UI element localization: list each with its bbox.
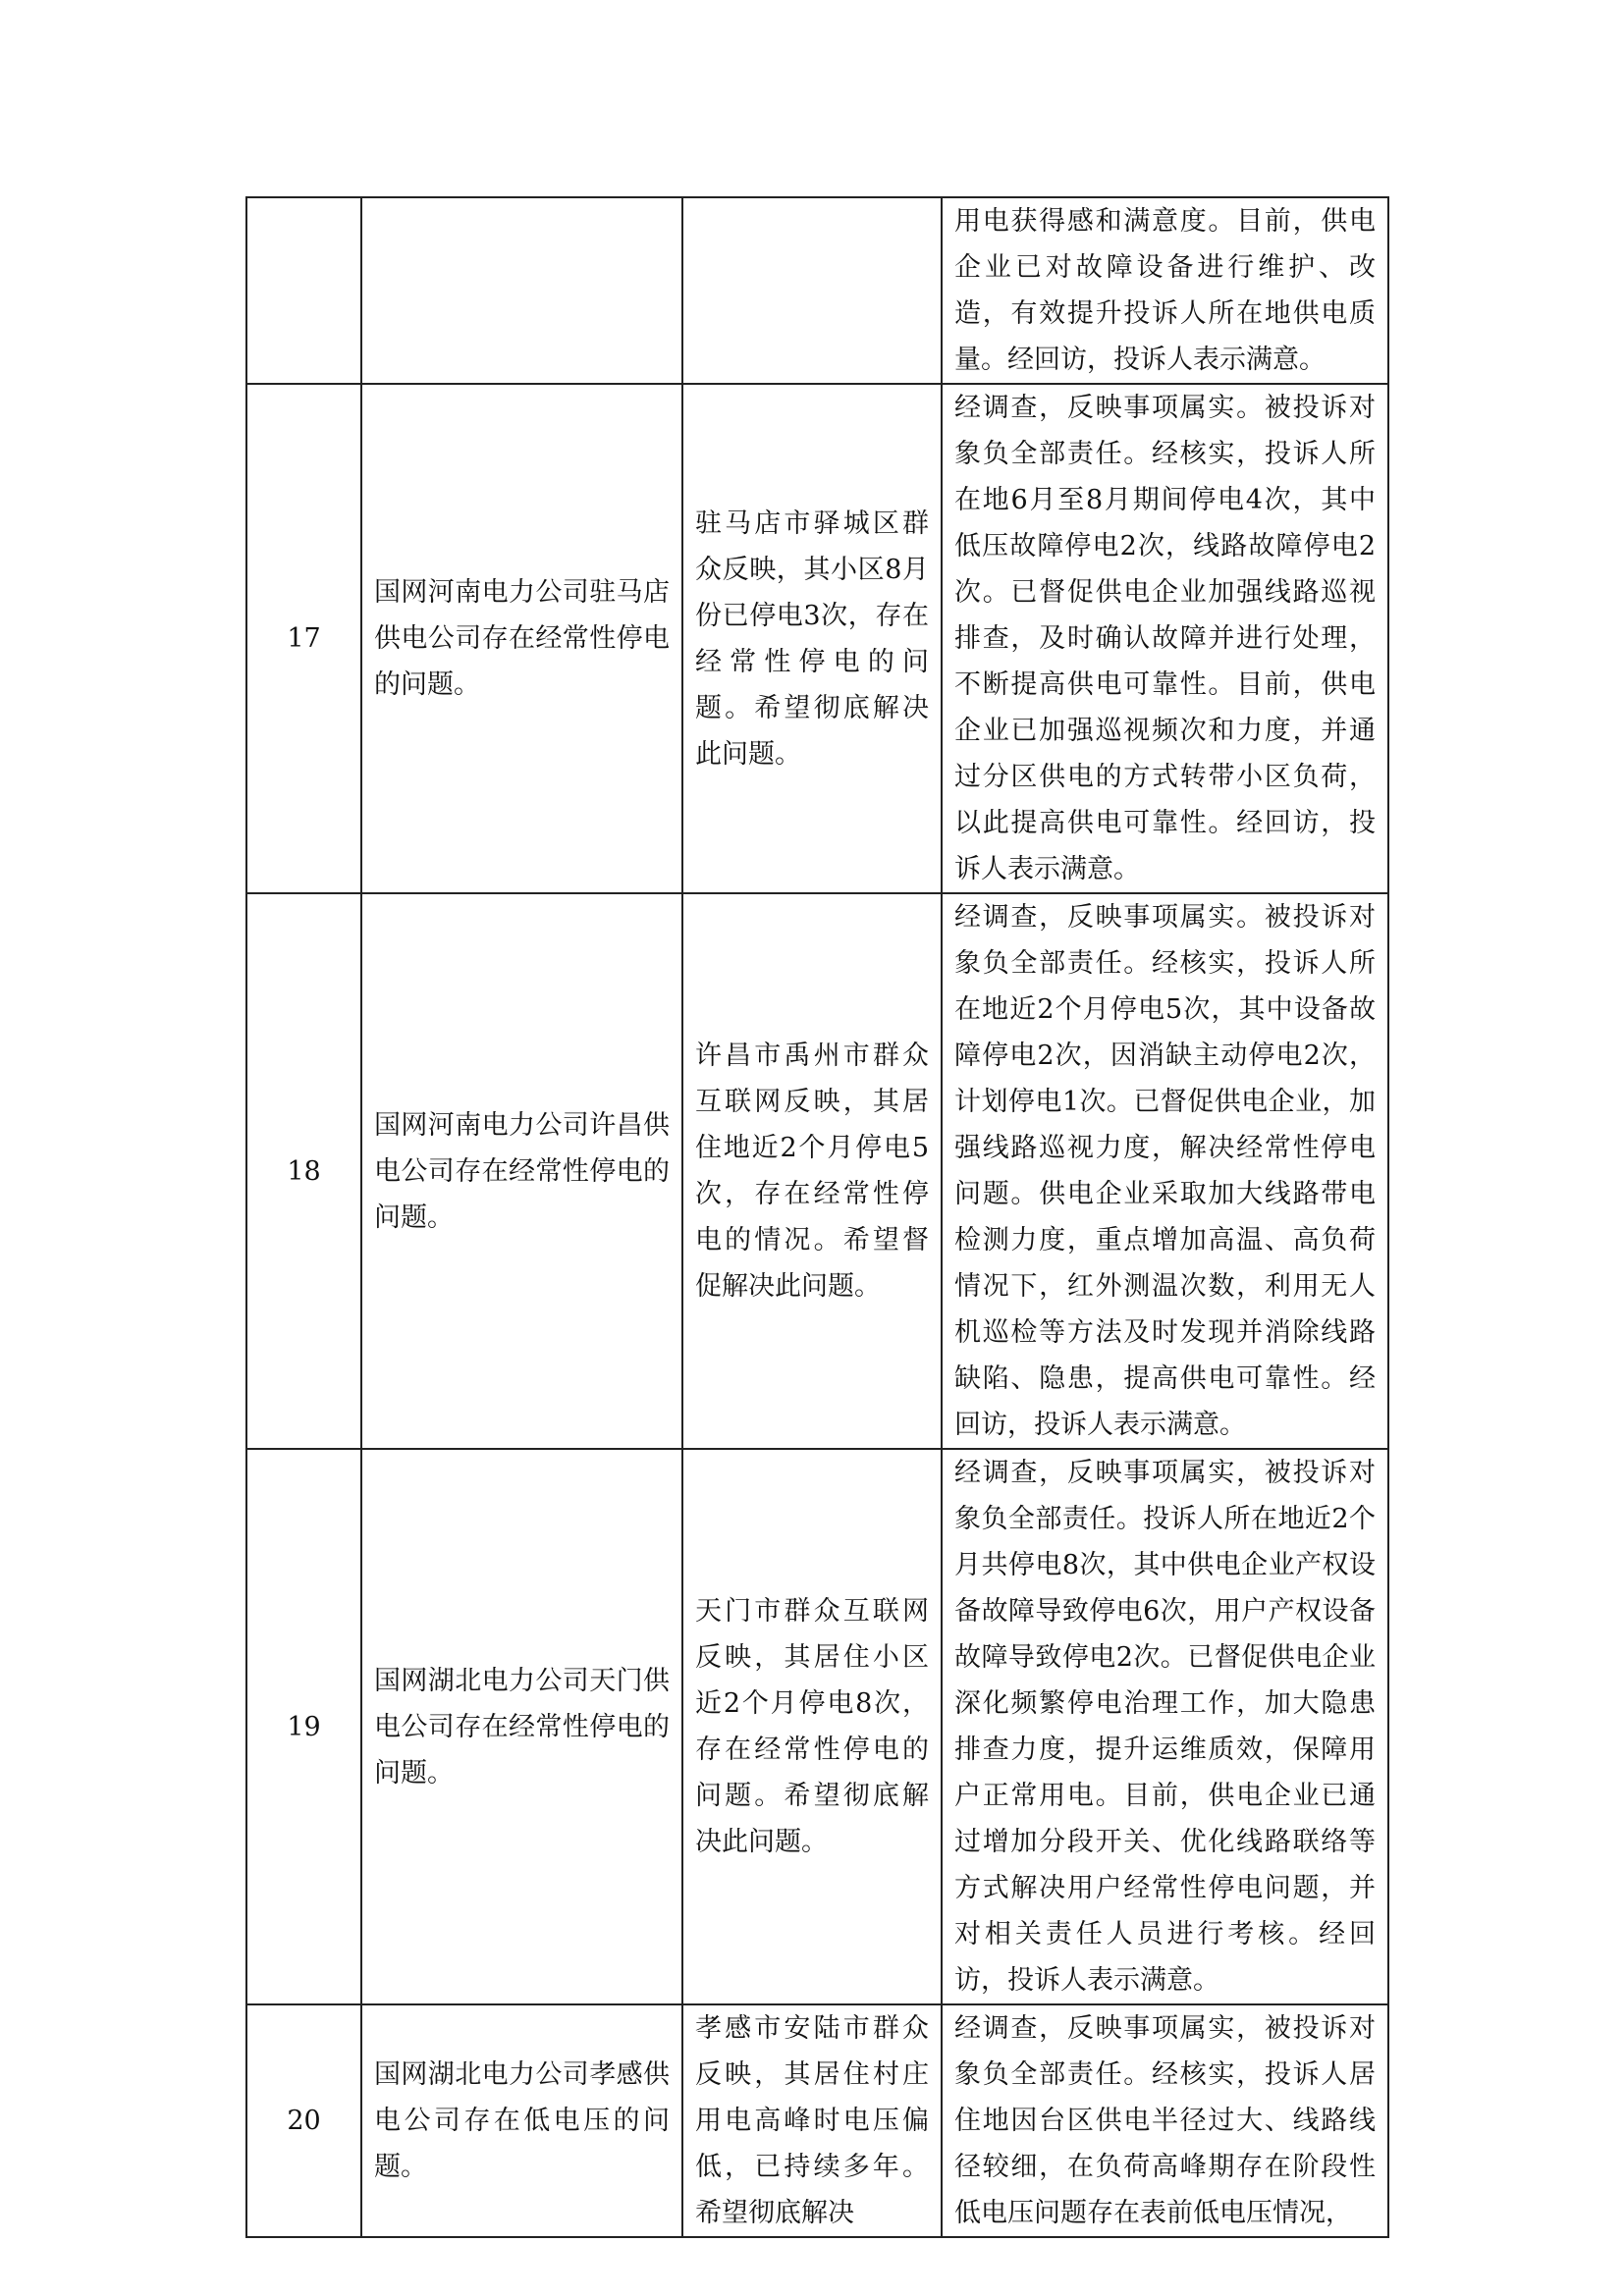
- handling-result: 用电获得感和满意度。目前，供电企业已对故障设备进行维护、改造，有效提升投诉人所在地供电质量。经回访，投诉人表示满意。: [942, 197, 1388, 384]
- complaint-issue: [682, 197, 942, 384]
- handling-result: 经调查，反映事项属实，被投诉对象负全部责任。经核实，投诉人居住地因台区供电半径过大、线路线径较细，在负荷高峰期存在阶段性低电压问题存在表前低电压情况，: [942, 2004, 1388, 2237]
- table-row: [246, 1449, 1388, 2004]
- complaint-object: 国网湖北电力公司孝感供电公司存在低电压的问题。: [361, 2004, 682, 2237]
- complaint-object: 国网河南电力公司驻马店供电公司存在经常性停电的问题。: [361, 384, 682, 893]
- complaint-object: [361, 197, 682, 384]
- complaint-object: 国网湖北电力公司天门供电公司存在经常性停电的问题。: [361, 1449, 682, 2004]
- complaint-object: 国网河南电力公司许昌供电公司存在经常性停电的问题。: [361, 893, 682, 1449]
- row-number: 18: [246, 893, 361, 1449]
- table-row: [246, 384, 1388, 893]
- handling-result: 经调查，反映事项属实，被投诉对象负全部责任。投诉人所在地近2个月共停电8次，其中供电企业产权设备故障导致停电6次，用户产权设备故障导致停电2次。已督促供电企业深化频繁停电治理工作，加大隐患排查力度，提升运维质效，保障用户正常用电。目前，供电企业已通过增加分段开关、优化线路联络等方式解决用户经常性停电问题，并对相关责任人员进行考核。经回访，投诉人表示满意。: [942, 1449, 1388, 2004]
- row-number: 19: [246, 1449, 361, 2004]
- complaint-issue: 孝感市安陆市群众反映，其居住村庄用电高峰时电压偏低，已持续多年。希望彻底解决: [682, 2004, 942, 2237]
- row-number: [246, 197, 361, 384]
- row-number: 17: [246, 384, 361, 893]
- handling-result: 经调查，反映事项属实。被投诉对象负全部责任。经核实，投诉人所在地近2个月停电5次，其中设备故障停电2次，因消缺主动停电2次，计划停电1次。已督促供电企业，加强线路巡视力度，解决经常性停电问题。供电企业采取加大线路带电检测力度，重点增加高温、高负荷情况下，红外测温次数，利用无人机巡检等方法及时发现并消除线路缺陷、隐患，提高供电可靠性。经回访，投诉人表示满意。: [942, 893, 1388, 1449]
- table-row: [246, 2004, 1388, 2237]
- complaint-table: [245, 196, 1389, 2238]
- complaint-issue: 天门市群众互联网反映，其居住小区近2个月停电8次，存在经常性停电的问题。希望彻底解决此问题。: [682, 1449, 942, 2004]
- row-number: 20: [246, 2004, 361, 2237]
- table-row: [246, 197, 1388, 384]
- complaint-issue: 许昌市禹州市群众互联网反映，其居住地近2个月停电5次，存在经常性停电的情况。希望督促解决此问题。: [682, 893, 942, 1449]
- handling-result: 经调查，反映事项属实。被投诉对象负全部责任。经核实，投诉人所在地6月至8月期间停电4次，其中低压故障停电2次，线路故障停电2次。已督促供电企业加强线路巡视排查，及时确认故障并进行处理，不断提高供电可靠性。目前，供电企业已加强巡视频次和力度，并通过分区供电的方式转带小区负荷，以此提高供电可靠性。经回访，投诉人表示满意。: [942, 384, 1388, 893]
- table-row: [246, 893, 1388, 1449]
- complaint-issue: 驻马店市驿城区群众反映，其小区8月份已停电3次，存在经常性停电的问题。希望彻底解决此问题。: [682, 384, 942, 893]
